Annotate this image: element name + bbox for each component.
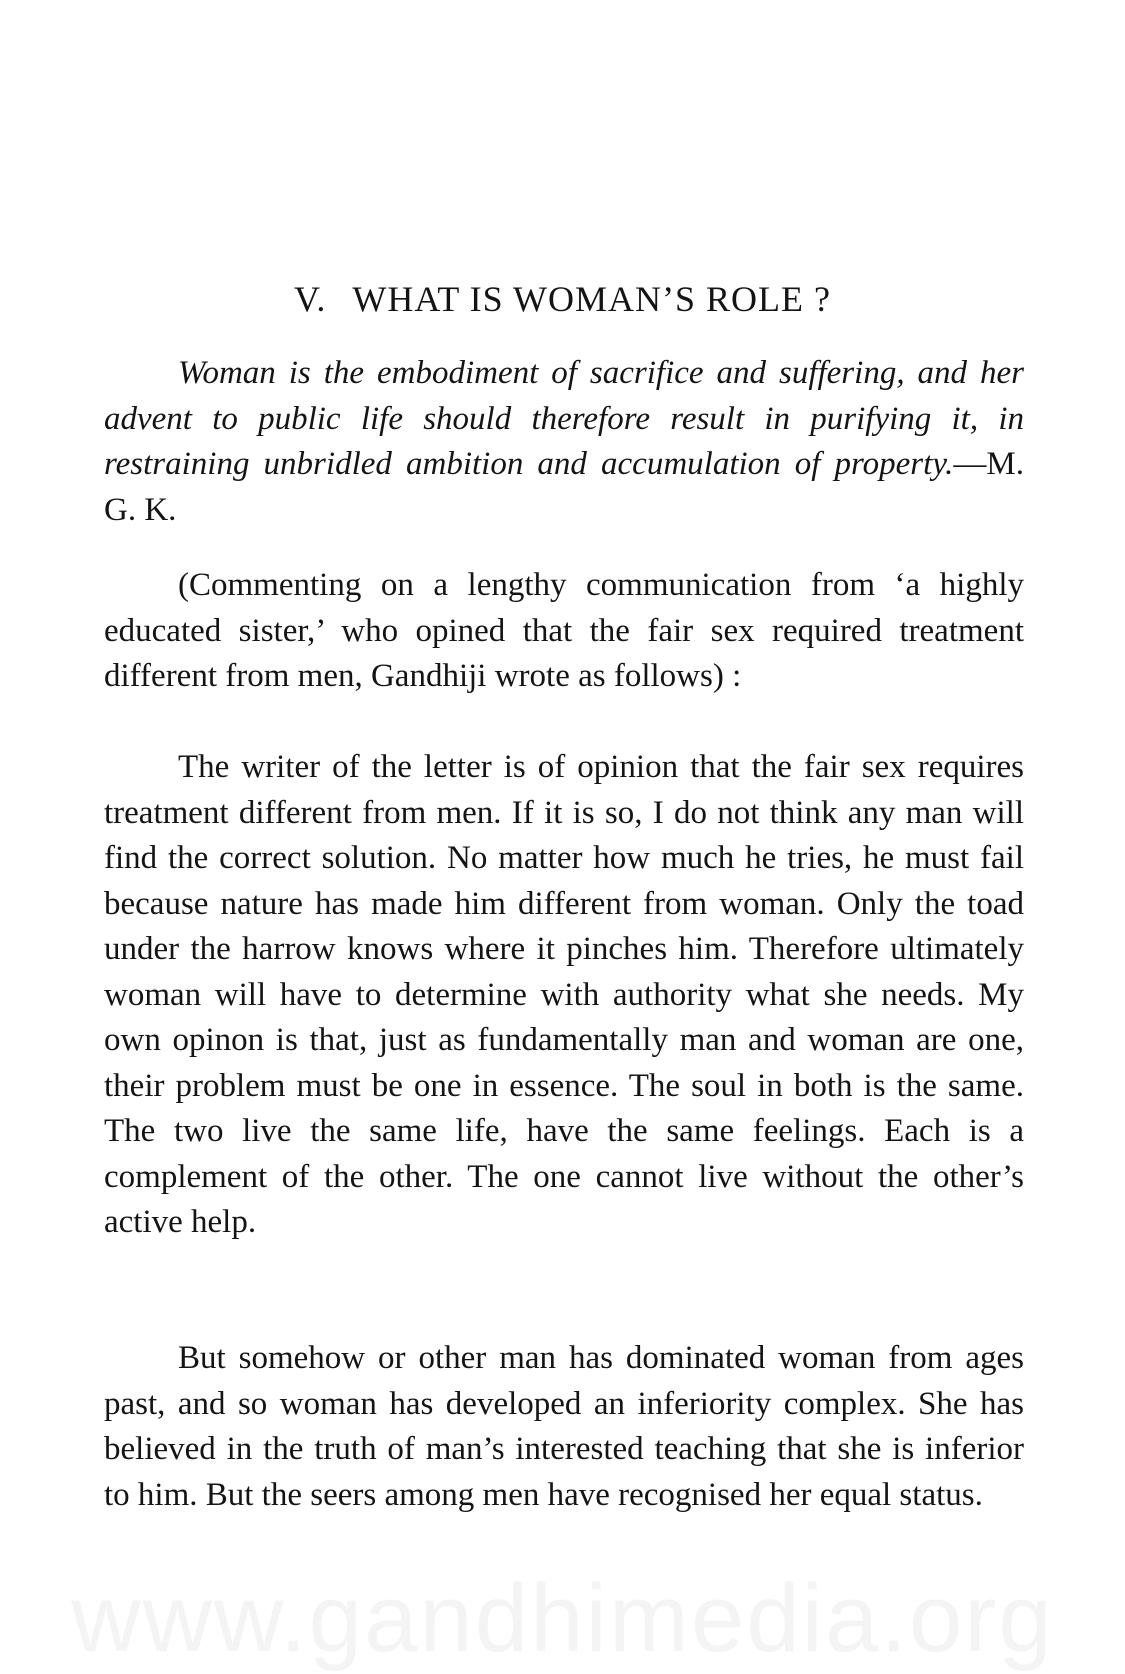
epigraph-text: Woman is the embodiment of sacrifice and suffering, and her advent to public life should therefore result in purifying it, in restraining unbridled ambition and accumulation of property. (104, 355, 1024, 482)
chapter-number: V. (293, 279, 327, 319)
body-paragraph-1: The writer of the letter is of opinion that the fair sex requires treatment different from men. If it is so, I do not think any man will find the correct solution. No matter how much he tries, he must fail because nature has made him different from woman. Only the toad under the harrow knows where it pinches him. Therefore ultimately woman will have to determine with authority what she needs. My own opinon is that, just as fundamentally man and woman are one, their problem must be one in essence. The soul in both is the same. The two live the same life, have the same feelings. Each is a complement of the other. The one cannot live without the other’s active help. (104, 749, 1024, 1240)
epigraph-attribution: —M. G. K. (104, 446, 1024, 528)
watermark: www.gandhimedia.org (71, 1565, 1054, 1672)
chapter-heading (0, 278, 1125, 320)
editorial-intro (104, 563, 1024, 700)
body-paragraph-2: But somehow or other man has dominated woman from ages past, and so woman has developed an inferiority complex. She has believed in the truth of man’s interested teaching that she is inferior to him. But the seers among men have recognised her equal status. (104, 1340, 1024, 1513)
intro-text: (Commenting on a lengthy communication from ‘a highly educated sister,’ who opined that the fair sex required treatment different from men, Gandhiji wrote as follows) : (104, 567, 1024, 694)
epigraph (104, 351, 1024, 533)
chapter-title: WHAT IS WOMAN’S ROLE ? (352, 279, 831, 319)
